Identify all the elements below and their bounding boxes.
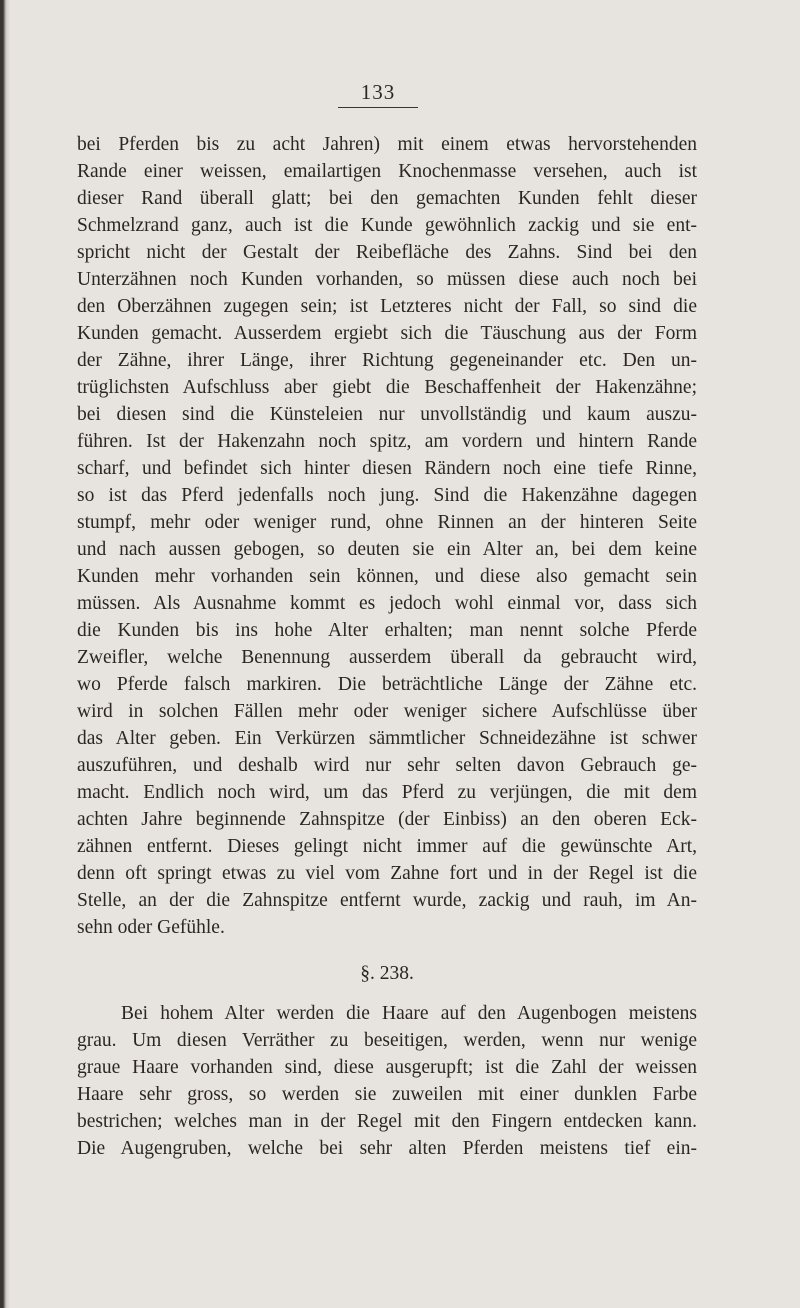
text-line: wo Pferde falsch markiren. Die beträchtliche Länge der Zähne etc. xyxy=(77,674,697,695)
text-line: spricht nicht der Gestalt der Reibefläche des Zahns. Sind bei den xyxy=(77,242,697,263)
page-binding-edge xyxy=(0,0,10,1308)
text-line: graue Haare vorhanden sind, diese ausgerupft; ist die Zahl der weissen xyxy=(77,1057,697,1078)
text-line: so ist das Pferd jedenfalls noch jung. Sind die Hakenzähne dagegen xyxy=(77,485,697,506)
text-line: müssen. Als Ausnahme kommt es jedoch wohl einmal vor, dass sich xyxy=(77,593,697,614)
text-line: Unterzähnen noch Kunden vorhanden, so müssen diese auch noch bei xyxy=(77,269,697,290)
text-line: zähnen entfernt. Dieses gelingt nicht immer auf die gewünschte Art, xyxy=(77,836,697,857)
paragraph-1 xyxy=(77,131,697,941)
text-line: macht. Endlich noch wird, um das Pferd zu verjüngen, die mit dem xyxy=(77,782,697,803)
page-number-rule xyxy=(338,107,418,108)
text-line: Kunden mehr vorhanden sein können, und diese also gemacht sein xyxy=(77,566,697,587)
text-line: Die Augengruben, welche bei sehr alten Pferden meistens tief ein- xyxy=(77,1138,697,1159)
text-line: bei Pferden bis zu acht Jahren) mit einem etwas hervorstehenden xyxy=(77,134,697,155)
text-line: Stelle, an der die Zahnspitze entfernt wurde, zackig und rauh, im An- xyxy=(77,890,697,911)
text-line: Kunden gemacht. Ausserdem ergiebt sich die Täuschung aus der Form xyxy=(77,323,697,344)
text-line: auszuführen, und deshalb wird nur sehr selten davon Gebrauch ge- xyxy=(77,755,697,776)
page-number: 133 xyxy=(360,80,396,104)
text-line: grau. Um diesen Verräther zu beseitigen, werden, wenn nur wenige xyxy=(77,1030,697,1051)
text-line: achten Jahre beginnende Zahnspitze (der Einbiss) an den oberen Eck- xyxy=(77,809,697,830)
text-line: stumpf, mehr oder weniger rund, ohne Rinnen an der hinteren Seite xyxy=(77,512,697,533)
text-line: bestrichen; welches man in der Regel mit den Fingern entdecken kann. xyxy=(77,1111,697,1132)
text-line: und nach aussen gebogen, so deuten sie ein Alter an, bei dem keine xyxy=(77,539,697,560)
paragraph-2 xyxy=(77,1000,697,1162)
text-line: Bei hohem Alter werden die Haare auf den Augenbogen meistens xyxy=(121,1003,697,1024)
text-line: dieser Rand überall glatt; bei den gemachten Kunden fehlt dieser xyxy=(77,188,697,209)
section-heading: §. 238. xyxy=(360,963,414,984)
text-line: den Oberzähnen zugegen sein; ist Letzteres nicht der Fall, so sind die xyxy=(77,296,697,317)
text-line: trüglichsten Aufschluss aber giebt die Beschaffenheit der Hakenzähne; xyxy=(77,377,697,398)
text-line: Rande einer weissen, emailartigen Knochenmasse versehen, auch ist xyxy=(77,161,697,182)
text-line: das Alter geben. Ein Verkürzen sämmtlicher Schneidezähne ist schwer xyxy=(77,728,697,749)
text-line: Haare sehr gross, so werden sie zuweilen mit einer dunklen Farbe xyxy=(77,1084,697,1105)
text-line: die Kunden bis ins hohe Alter erhalten; man nennt solche Pferde xyxy=(77,620,697,641)
text-line: Zweifler, welche Benennung ausserdem überall da gebraucht wird, xyxy=(77,647,697,668)
text-line: sehn oder Gefühle. xyxy=(77,917,225,938)
text-line: scharf, und befindet sich hinter diesen Rändern noch eine tiefe Rinne, xyxy=(77,458,697,479)
text-line: bei diesen sind die Künsteleien nur unvollständig und kaum auszu- xyxy=(77,404,697,425)
text-line: Schmelzrand ganz, auch ist die Kunde gewöhnlich zackig und sie ent- xyxy=(77,215,697,236)
text-line: denn oft springt etwas zu viel vom Zahne fort und in der Regel ist die xyxy=(77,863,697,884)
text-line: führen. Ist der Hakenzahn noch spitz, am vordern und hintern Rande xyxy=(77,431,697,452)
text-line: wird in solchen Fällen mehr oder weniger sichere Aufschlüsse über xyxy=(77,701,697,722)
text-line: der Zähne, ihrer Länge, ihrer Richtung gegeneinander etc. Den un- xyxy=(77,350,697,371)
